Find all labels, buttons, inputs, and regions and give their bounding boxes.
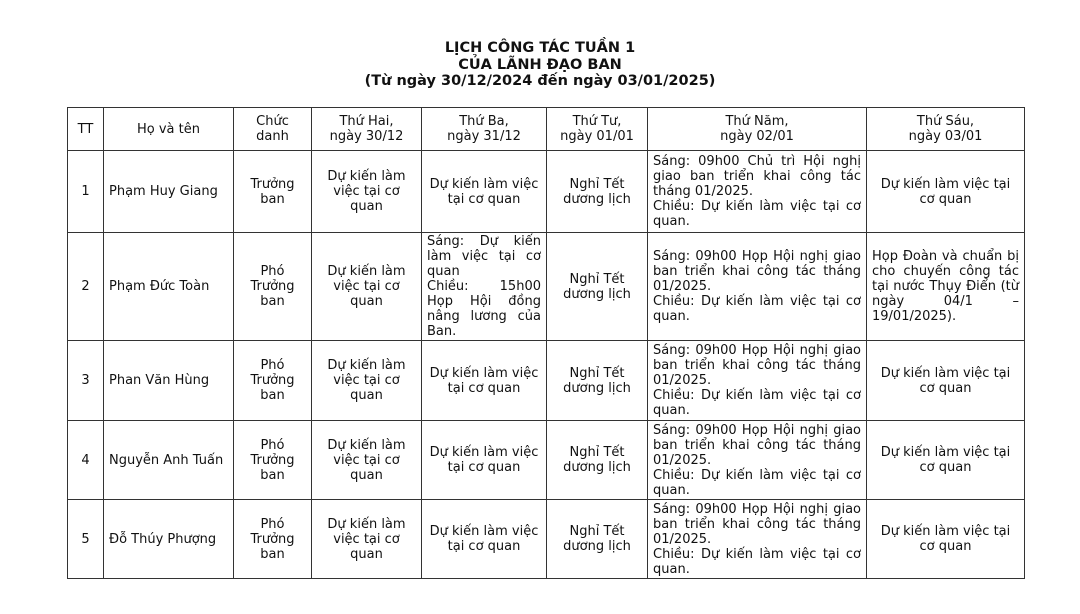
cell-tuesday: Dự kiến làm việc tại cơ quan — [422, 341, 547, 421]
header-thursday: Thứ Năm, ngày 02/01 — [648, 108, 867, 151]
cell-position: Phó Trưởng ban — [234, 421, 312, 500]
cell-wednesday: Nghỉ Tết dương lịch — [547, 341, 648, 421]
cell-position: Phó Trưởng ban — [234, 233, 312, 341]
cell-monday: Dự kiến làm việc tại cơ quan — [312, 500, 422, 579]
cell-thursday: Sáng: 09h00 Họp Hội nghị giao ban triển khai công tác tháng 01/2025. Chiều: Dự kiến làm việc tại cơ quan. — [648, 341, 867, 421]
header-name: Họ và tên — [104, 108, 234, 151]
cell-monday: Dự kiến làm việc tại cơ quan — [312, 421, 422, 500]
header-tuesday: Thứ Ba, ngày 31/12 — [422, 108, 547, 151]
cell-tt: 1 — [68, 151, 104, 233]
header-position: Chức danh — [234, 108, 312, 151]
title-line-1: LỊCH CÔNG TÁC TUẦN 1 — [444, 40, 636, 56]
cell-thursday: Sáng: 09h00 Chủ trì Hội nghị giao ban triển khai công tác tháng 01/2025. Chiều: Dự kiến làm việc tại cơ quan. — [648, 151, 867, 233]
header-wednesday: Thứ Tư, ngày 01/01 — [547, 108, 648, 151]
cell-position: Trưởng ban — [234, 151, 312, 233]
schedule-table — [67, 107, 1025, 579]
title-date-range: (Từ ngày 30/12/2024 đến ngày 03/01/2025) — [364, 73, 716, 89]
title-line-2: CỦA LÃNH ĐẠO BAN — [458, 56, 622, 73]
cell-friday: Họp Đoàn và chuẩn bị cho chuyến công tác tại nước Thụy Điển (từ ngày 04/1 – 19/01/2025). — [867, 233, 1025, 341]
cell-name: Đỗ Thúy Phượng — [104, 500, 234, 579]
cell-tuesday: Dự kiến làm việc tại cơ quan — [422, 500, 547, 579]
cell-thursday: Sáng: 09h00 Họp Hội nghị giao ban triển khai công tác tháng 01/2025. Chiều: Dự kiến làm việc tại cơ quan. — [648, 421, 867, 500]
cell-wednesday: Nghỉ Tết dương lịch — [547, 421, 648, 500]
cell-friday: Dự kiến làm việc tại cơ quan — [867, 421, 1025, 500]
header-friday: Thứ Sáu, ngày 03/01 — [867, 108, 1025, 151]
header-monday: Thứ Hai, ngày 30/12 — [312, 108, 422, 151]
cell-friday: Dự kiến làm việc tại cơ quan — [867, 341, 1025, 421]
cell-name: Phan Văn Hùng — [104, 341, 234, 421]
cell-monday: Dự kiến làm việc tại cơ quan — [312, 151, 422, 233]
table-row — [68, 421, 1025, 500]
cell-friday: Dự kiến làm việc tại cơ quan — [867, 500, 1025, 579]
cell-tuesday: Dự kiến làm việc tại cơ quan — [422, 421, 547, 500]
cell-tt: 5 — [68, 500, 104, 579]
cell-tt: 4 — [68, 421, 104, 500]
cell-tt: 3 — [68, 341, 104, 421]
cell-thursday: Sáng: 09h00 Họp Hội nghị giao ban triển khai công tác tháng 01/2025. Chiều: Dự kiến làm việc tại cơ quan. — [648, 233, 867, 341]
cell-position: Phó Trưởng ban — [234, 341, 312, 421]
table-row — [68, 151, 1025, 233]
cell-monday: Dự kiến làm việc tại cơ quan — [312, 341, 422, 421]
cell-tuesday: Dự kiến làm việc tại cơ quan — [422, 151, 547, 233]
table-row — [68, 341, 1025, 421]
cell-wednesday: Nghỉ Tết dương lịch — [547, 233, 648, 341]
cell-wednesday: Nghỉ Tết dương lịch — [547, 151, 648, 233]
cell-name: Phạm Huy Giang — [104, 151, 234, 233]
cell-monday: Dự kiến làm việc tại cơ quan — [312, 233, 422, 341]
cell-name: Phạm Đức Toàn — [104, 233, 234, 341]
header-tt: TT — [68, 108, 104, 151]
cell-wednesday: Nghỉ Tết dương lịch — [547, 500, 648, 579]
cell-tt: 2 — [68, 233, 104, 341]
header-row — [68, 108, 1025, 151]
cell-thursday: Sáng: 09h00 Họp Hội nghị giao ban triển khai công tác tháng 01/2025. Chiều: Dự kiến làm việc tại cơ quan. — [648, 500, 867, 579]
cell-friday: Dự kiến làm việc tại cơ quan — [867, 151, 1025, 233]
table-row — [68, 500, 1025, 579]
cell-tuesday: Sáng: Dự kiến làm việc tại cơ quan Chiều: 15h00 Họp Hội đồng nâng lương của Ban. — [422, 233, 547, 341]
cell-position: Phó Trưởng ban — [234, 500, 312, 579]
cell-name: Nguyễn Anh Tuấn — [104, 421, 234, 500]
document-title — [0, 40, 1080, 90]
table-row — [68, 233, 1025, 341]
